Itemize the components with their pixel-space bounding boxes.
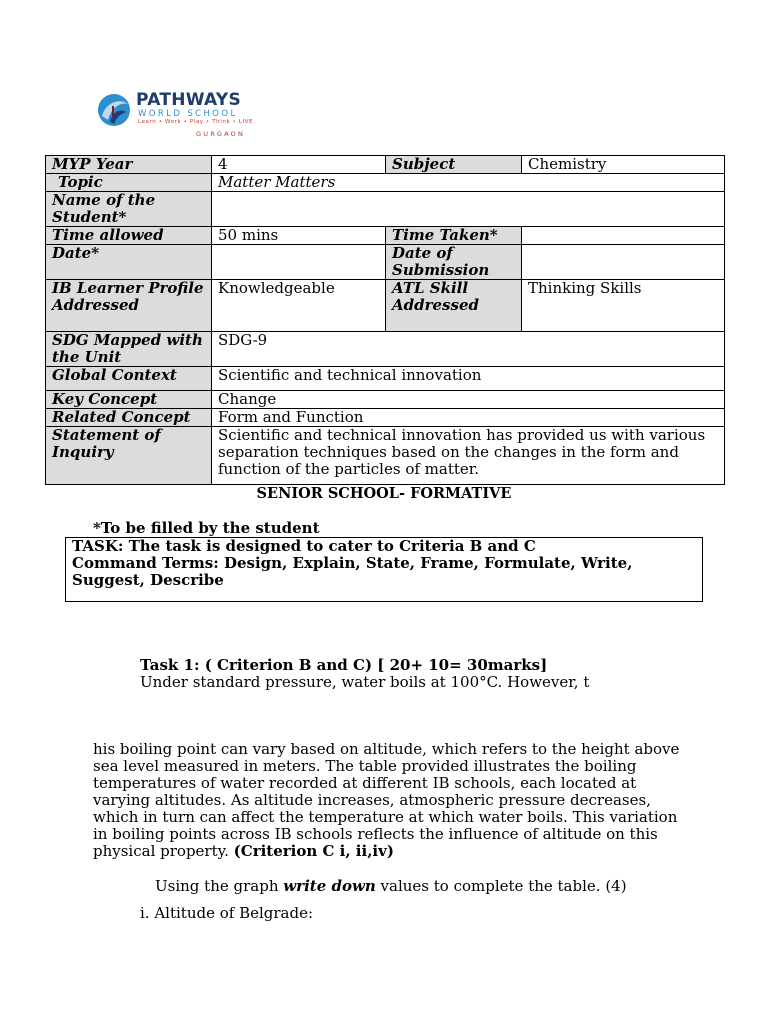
- global-context-label: Global Context: [46, 367, 212, 391]
- atl-skill-label: ATL Skill Addressed: [386, 280, 522, 332]
- learner-profile-label: IB Learner Profile Addressed: [46, 280, 212, 332]
- command-terms-line: Command Terms: Design, Explain, State, Frame, Formulate, Write, Suggest, Describe: [72, 554, 633, 589]
- table-row: [46, 192, 725, 227]
- atl-skill-value: Thinking Skills: [522, 280, 725, 332]
- table-row: [46, 156, 725, 174]
- task-criteria-line: TASK: The task is designed to cater to Criteria B and C: [72, 537, 536, 555]
- table-row: [46, 427, 725, 485]
- subject-label: Subject: [386, 156, 522, 174]
- task1-title: Task 1: ( Criterion B and C) [ 20+ 10= 30marks]: [140, 656, 548, 674]
- section-heading: SENIOR SCHOOL- FORMATIVE: [256, 485, 512, 502]
- topic-label: Topic: [46, 174, 212, 192]
- date-label: Date*: [46, 245, 212, 280]
- student-name-label: Name of the Student*: [46, 192, 212, 227]
- table-row: [46, 280, 725, 332]
- fill-note: *To be filled by the student: [93, 519, 320, 537]
- task-box: [65, 537, 703, 602]
- key-concept-value: Change: [212, 391, 725, 409]
- table-row: [46, 367, 725, 391]
- logo-tagline: Learn • Work • Play • Think • LIVE: [138, 119, 254, 125]
- logo-city: GURGAON: [196, 130, 246, 138]
- instruction-line: [155, 877, 627, 895]
- myp-year-value: 4: [212, 156, 386, 174]
- logo-sub-text: WORLD SCHOOL: [138, 109, 238, 119]
- time-allowed-value: 50 mins: [212, 227, 386, 245]
- date-field[interactable]: [212, 245, 386, 280]
- related-concept-label: Related Concept: [46, 409, 212, 427]
- assessment-info-table: [45, 155, 725, 485]
- global-context-value: Scientific and technical innovation: [212, 367, 725, 391]
- submission-date-field[interactable]: [522, 245, 725, 280]
- student-name-field[interactable]: [212, 192, 725, 227]
- sdg-label: SDG Mapped with the Unit: [46, 332, 212, 367]
- subject-value: Chemistry: [522, 156, 725, 174]
- globe-logo-icon: [96, 92, 132, 128]
- instruction-post: values to complete the table. (4): [375, 877, 627, 895]
- related-concept-value: Form and Function: [212, 409, 725, 427]
- school-logo: [96, 90, 268, 142]
- task1-paragraph: [93, 741, 693, 860]
- myp-year-label: MYP Year: [46, 156, 212, 174]
- topic-value: Matter Matters: [212, 174, 725, 192]
- key-concept-label: Key Concept: [46, 391, 212, 409]
- task1-intro: Under standard pressure, water boils at 100°C. However, t: [140, 673, 590, 691]
- time-taken-label: Time Taken*: [386, 227, 522, 245]
- question-item-1: i. Altitude of Belgrade:: [140, 904, 314, 922]
- table-row: [46, 409, 725, 427]
- table-row: [46, 391, 725, 409]
- table-row: [46, 332, 725, 367]
- table-row: [46, 245, 725, 280]
- table-row: [46, 227, 725, 245]
- sdg-value: SDG-9: [212, 332, 725, 367]
- learner-profile-value: Knowledgeable: [212, 280, 386, 332]
- inquiry-label: Statement of Inquiry: [46, 427, 212, 485]
- criterion-tag: (Criterion C i, ii,iv): [233, 842, 394, 860]
- logo-brand-text: PATHWAYS: [136, 90, 242, 110]
- instruction-pre: Using the graph: [155, 877, 284, 895]
- table-row: [46, 174, 725, 192]
- inquiry-value: Scientific and technical innovation has provided us with various separation techniques based on the changes in the form and function of the particles of matter.: [212, 427, 725, 485]
- submission-date-label: Date of Submission: [386, 245, 522, 280]
- instruction-emphasis: write down: [283, 877, 376, 895]
- time-taken-field[interactable]: [522, 227, 725, 245]
- paragraph-text: his boiling point can vary based on altitude, which refers to the height above sea level measured in meters. The table provided illustrates the boiling temperatures of water recorded at different IB schools, each located at varying altitudes. As altitude increases, atmospheric pressure decreases, which in turn can affect the temperature at which water boils. This variation in boiling points across IB schools reflects the influence of altitude on this physical property.: [93, 740, 680, 860]
- time-allowed-label: Time allowed: [46, 227, 212, 245]
